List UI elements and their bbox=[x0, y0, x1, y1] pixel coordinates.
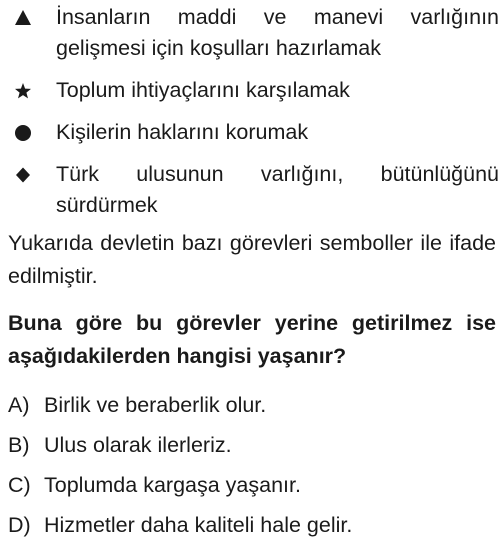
option-d[interactable] bbox=[8, 513, 496, 553]
option-c[interactable] bbox=[8, 473, 496, 513]
star-icon bbox=[14, 82, 32, 100]
duty-item-triangle bbox=[0, 2, 499, 64]
answer-options bbox=[8, 393, 496, 553]
duty-text: Türk ulusunun varlığını, bütünlüğünü sürdürmek bbox=[56, 162, 499, 217]
option-letter: A) bbox=[8, 393, 30, 417]
option-a[interactable] bbox=[8, 393, 496, 433]
option-letter: C) bbox=[8, 473, 31, 497]
duty-item-star bbox=[0, 75, 499, 106]
option-letter: D) bbox=[8, 513, 31, 537]
option-b[interactable] bbox=[8, 433, 496, 473]
diamond-icon bbox=[14, 166, 32, 184]
question-stem: Buna göre bu görevler yerine getirilmez ise aşağıdakilerden hangisi yaşanır? bbox=[8, 311, 496, 368]
option-text: Hizmetler daha kaliteli hale gelir. bbox=[44, 513, 353, 537]
duty-item-circle bbox=[0, 117, 499, 148]
option-text: Toplumda kargaşa yaşanır. bbox=[44, 473, 301, 497]
intro-text: Yukarıda devletin bazı görevleri semboller ile ifade edilmiştir. bbox=[8, 231, 496, 288]
option-letter: B) bbox=[8, 433, 30, 457]
option-text: Ulus olarak ilerleriz. bbox=[44, 433, 232, 457]
option-text: Birlik ve beraberlik olur. bbox=[44, 393, 267, 417]
duty-text: Kişilerin haklarını korumak bbox=[56, 120, 309, 144]
duty-item-diamond bbox=[0, 159, 499, 221]
duty-list bbox=[0, 2, 499, 232]
triangle-icon bbox=[14, 9, 32, 27]
duty-text: İnsanların maddi ve manevi varlığının gelişmesi için koşulları hazırlamak bbox=[56, 5, 499, 60]
circle-icon bbox=[14, 124, 32, 142]
duty-text: Toplum ihtiyaçlarını karşılamak bbox=[56, 78, 350, 102]
